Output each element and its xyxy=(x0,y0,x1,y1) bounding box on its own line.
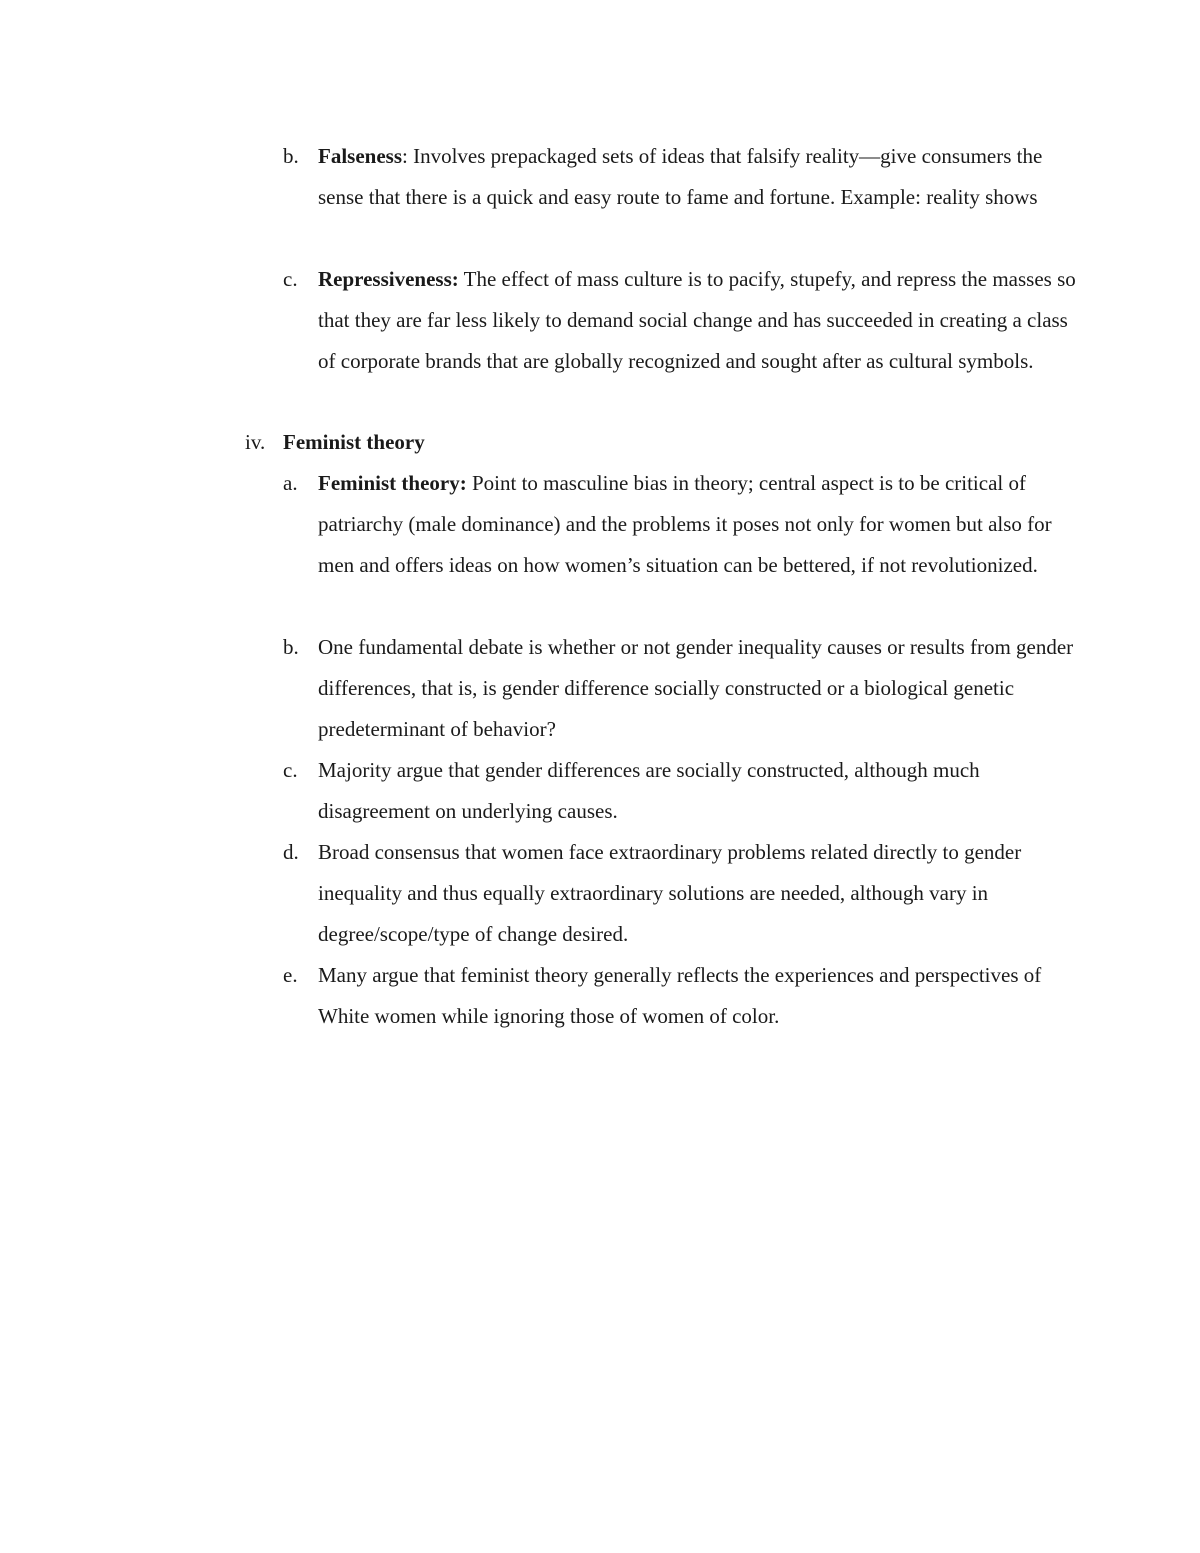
term-falseness: Falseness xyxy=(318,144,402,168)
list-marker-e: e. xyxy=(283,963,298,987)
list-marker-b: b. xyxy=(283,144,299,168)
section-heading-feminist-theory: Feminist theory xyxy=(283,430,425,454)
term-feminist-theory: Feminist theory: xyxy=(318,471,467,495)
falseness-body: Involves prepackaged sets of ideas that falsify reality—give consumers the sense that there is a quick and easy route to fame and fortune. Example: reality shows xyxy=(318,144,1043,209)
term-repressiveness: Repressiveness: xyxy=(318,267,459,291)
feminist-definition-body: Point to masculine bias in theory; central aspect is to be critical of patriarchy (male dominance) and the problems it poses not only for women but also for men and offers ideas on how women’s situation can be bettered, if not revolutionized. xyxy=(318,471,1052,577)
list-item-many-argue: Many argue that feminist theory generally reflects the experiences and perspectives of White women while ignoring those of women of color. xyxy=(318,963,1042,1028)
list-marker-c: c. xyxy=(283,267,298,291)
list-marker-d: d. xyxy=(283,840,299,864)
section-marker-iv: iv. xyxy=(245,430,266,454)
list-item-repressiveness xyxy=(318,259,1078,382)
list-item-broad-consensus: Broad consensus that women face extraordinary problems related directly to gender inequality and thus equally extraordinary solutions are needed, although vary in degree/scope/type of change desired. xyxy=(318,840,1022,946)
list-item-fundamental-debate: One fundamental debate is whether or not gender inequality causes or results from gender differences, that is, is gender difference socially constructed or a biological genetic predeterminant of behavior? xyxy=(318,635,1074,741)
list-marker-c-feminist: c. xyxy=(283,758,298,782)
term-separator: : xyxy=(402,144,408,168)
list-marker-a: a. xyxy=(283,471,298,495)
list-item-falseness xyxy=(318,136,1078,218)
list-item-feminist-definition xyxy=(318,463,1078,586)
list-marker-b-feminist: b. xyxy=(283,635,299,659)
list-item-majority-argue: Majority argue that gender differences are socially constructed, although much disagreement on underlying causes. xyxy=(318,758,980,823)
repressiveness-body: The effect of mass culture is to pacify, stupefy, and repress the masses so that they are far less likely to demand social change and has succeeded in creating a class of corporate brands that are globally recognized and sought after as cultural symbols. xyxy=(318,267,1076,373)
